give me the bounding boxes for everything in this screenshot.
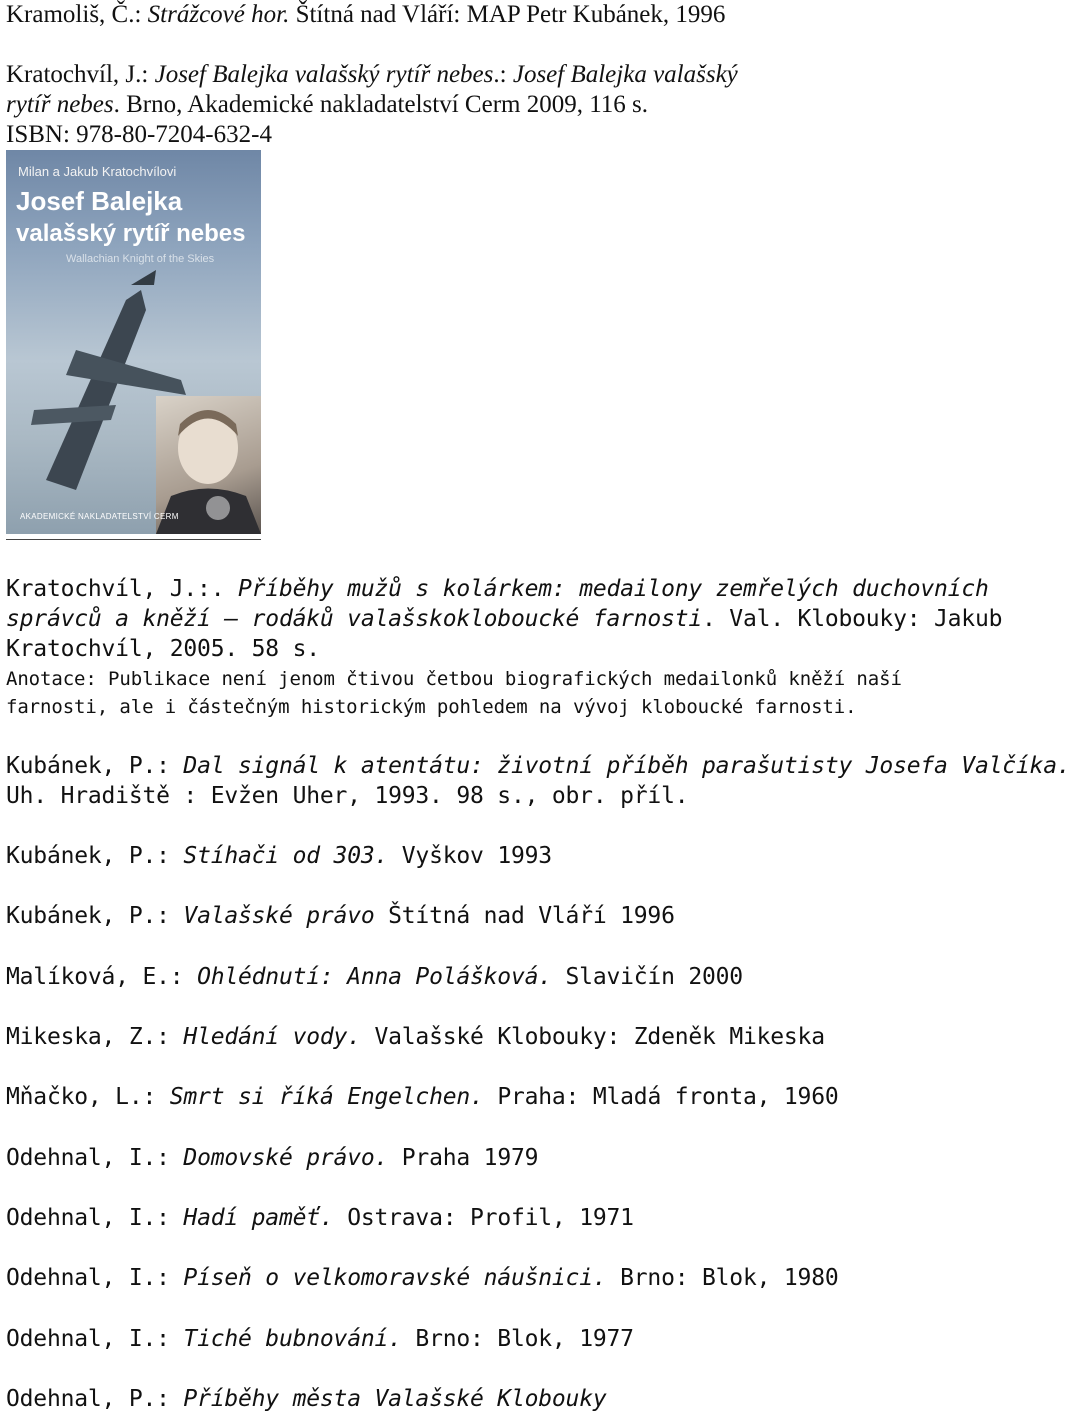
bib-entry-kratochvil-pribehy-cont: správců a kněží – rodáků valašskokloboucké farnosti. Val. Klobouky: Jakub xyxy=(6,606,1003,632)
bib-entry-mnacko: Mňačko, L.: Smrt si říká Engelchen. Praha: Mladá fronta, 1960 xyxy=(6,1084,839,1110)
bib-entry-mikeska: Mikeska, Z.: Hledání vody. Valašské Klobouky: Zdeněk Mikeska xyxy=(6,1024,825,1050)
isbn-line: ISBN: 978-80-7204-632-4 xyxy=(6,121,272,148)
bib-entry-kubanek-signal-cont: Uh. Hradiště : Evžen Uher, 1993. 98 s., obr. příl. xyxy=(6,783,689,809)
cover-subtitle: Wallachian Knight of the Skies xyxy=(66,253,215,265)
bib-entry-odehnal-pisen: Odehnal, I.: Píseň o velkomoravské náušnici. Brno: Blok, 1980 xyxy=(6,1265,839,1291)
bib-entry-kramolis: Kramoliš, Č.: Strážcové hor. Štítná nad Vláří: MAP Petr Kubánek, 1996 xyxy=(6,1,726,28)
cover-title-line2: valašský rytíř nebes xyxy=(16,220,246,247)
bib-entry-kubanek-signal: Kubánek, P.: Dal signál k atentátu: životní příběh parašutisty Josefa Valčíka. xyxy=(6,753,1071,779)
bib-entry-kratochvil-pribehy: Kratochvíl, J.:. Příběhy mužů s kolárkem: medailony zemřelých duchovních xyxy=(6,576,989,602)
bib-entry-malikova: Malíková, E.: Ohlédnutí: Anna Polášková. Slavičín 2000 xyxy=(6,964,743,990)
bib-entry-odehnal-pribehy: Odehnal, P.: Příběhy města Valašské Klobouky xyxy=(6,1386,607,1412)
annotation-line2: farnosti, ale i částečným historickým pohledem na vývoj kloboucké farnosti. xyxy=(6,696,857,718)
bib-entry-odehnal-domovske: Odehnal, I.: Domovské právo. Praha 1979 xyxy=(6,1145,539,1171)
bib-entry-kratochvil-balejka-cont: rytíř nebes. Brno, Akademické nakladatelství Cerm 2009, 116 s. xyxy=(6,91,649,118)
bib-entry-kratochvil-balejka: Kratochvíl, J.: Josef Balejka valašský rytíř nebes.: Josef Balejka valašský xyxy=(6,61,738,88)
cover-title-line1: Josef Balejka xyxy=(16,186,183,216)
cover-divider xyxy=(6,539,261,540)
book-cover-image xyxy=(6,150,261,534)
cover-authors: Milan a Jakub Kratochvílovi xyxy=(18,164,177,179)
bib-entry-odehnal-hadi: Odehnal, I.: Hadí paměť. Ostrava: Profil, 1971 xyxy=(6,1205,634,1231)
bib-entry-kubanek-pravo: Kubánek, P.: Valašské právo Štítná nad Vláří 1996 xyxy=(6,903,675,929)
bib-entry-odehnal-tiche: Odehnal, I.: Tiché bubnování. Brno: Blok, 1977 xyxy=(6,1326,634,1352)
cover-publisher: AKADEMICKÉ NAKLADATELSTVÍ CERM xyxy=(20,512,179,521)
bib-entry-kratochvil-pribehy-cont2: Kratochvíl, 2005. 58 s. xyxy=(6,636,320,662)
annotation-line1: Anotace: Publikace není jenom čtivou četbou biografických medailonků kněží naší xyxy=(6,668,902,690)
bib-entry-kubanek-stihaci: Kubánek, P.: Stíhači od 303. Vyškov 1993 xyxy=(6,843,552,869)
